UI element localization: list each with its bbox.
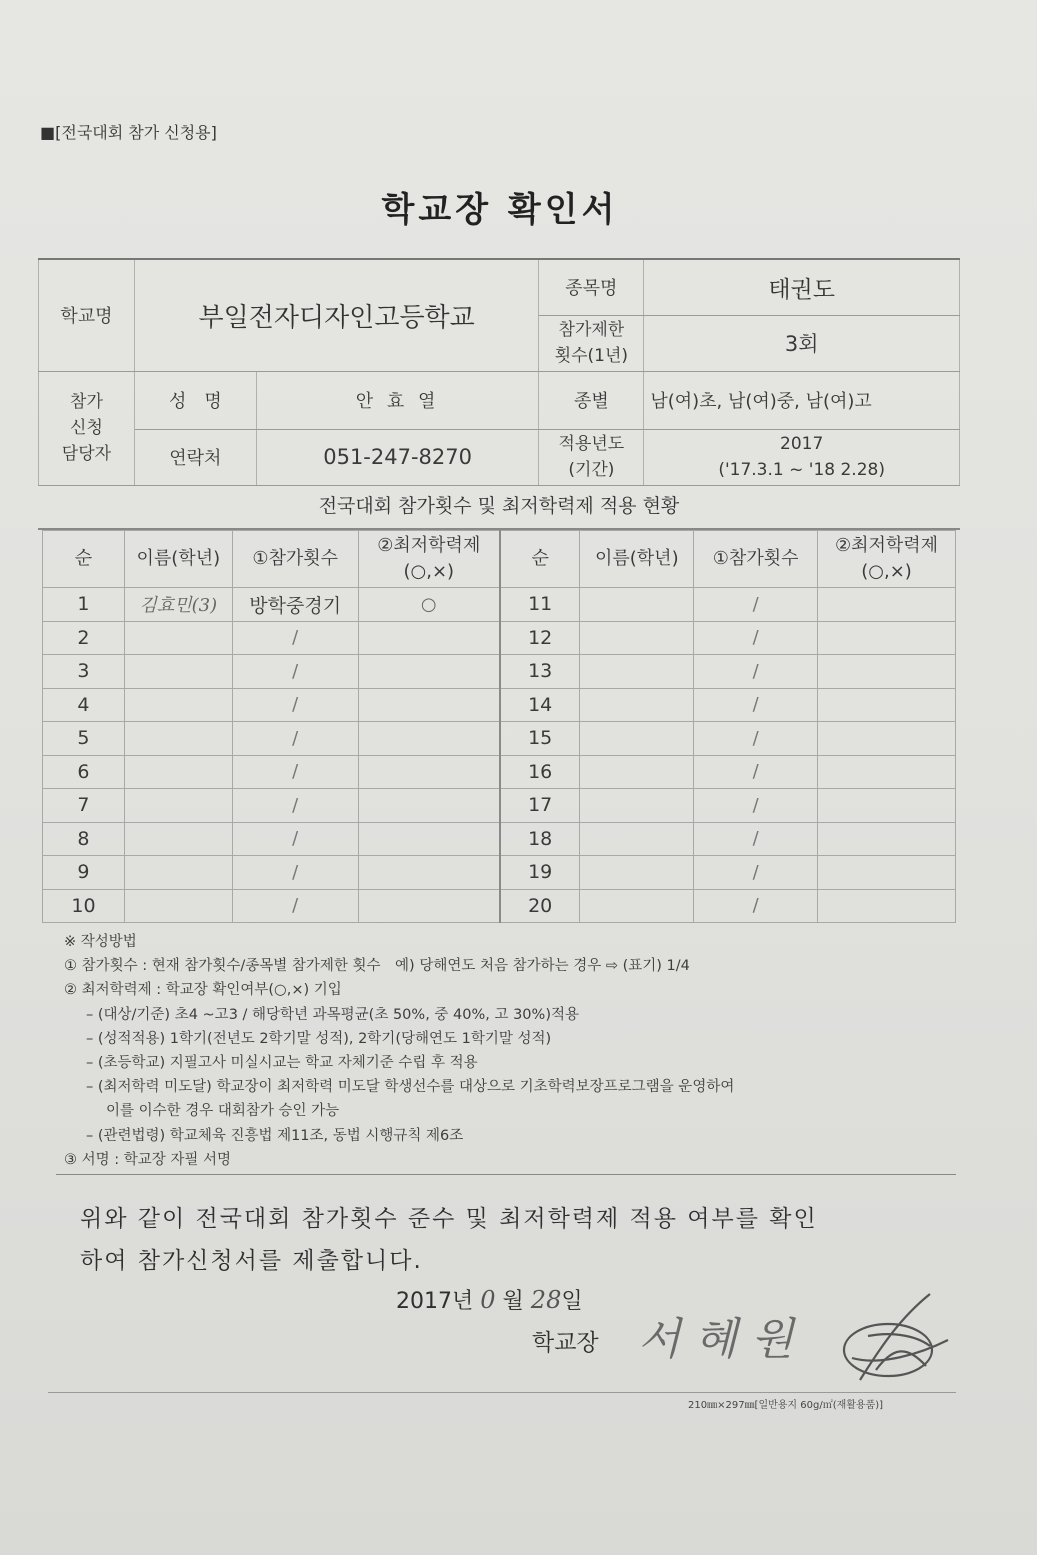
row-count: 방학중경기 — [232, 588, 358, 622]
table-row — [43, 856, 956, 890]
row-no: 9 — [43, 856, 125, 890]
date-day-handwritten: 28 — [530, 1286, 562, 1314]
gender-label: 종별 — [539, 371, 644, 429]
header-count: ①참가횟수 — [694, 531, 818, 588]
table-row — [43, 655, 956, 689]
row-count: / — [694, 688, 818, 722]
row-count: / — [694, 588, 818, 622]
header-no: 순 — [43, 531, 125, 588]
row-count: / — [694, 621, 818, 655]
note-2: ② 최저학력제 : 학교장 확인여부(○,×) 기입 — [64, 982, 342, 999]
row-count: / — [232, 655, 358, 689]
row-name — [580, 588, 694, 622]
row-no: 17 — [500, 789, 580, 823]
row-count: / — [694, 856, 818, 890]
row-no: 4 — [43, 688, 125, 722]
row-name — [124, 889, 232, 923]
divider — [56, 1174, 956, 1175]
year-value: 2017 ('17.3.1 ~ '18 2.28) — [644, 429, 960, 485]
row-no: 16 — [500, 755, 580, 789]
row-count: / — [694, 789, 818, 823]
row-name — [124, 688, 232, 722]
sport-label: 종목명 — [539, 259, 644, 315]
table-row — [43, 688, 956, 722]
header-no: 순 — [500, 531, 580, 588]
row-name — [124, 755, 232, 789]
row-no: 6 — [43, 755, 125, 789]
applicant-label: 참가 신청 담당자 — [39, 371, 135, 485]
row-count: / — [694, 655, 818, 689]
table-row — [43, 588, 956, 622]
row-no: 7 — [43, 789, 125, 823]
signature-stamp-scribble — [844, 1294, 948, 1380]
limit-label: 참가제한 횟수(1년) — [539, 315, 644, 371]
row-no: 15 — [500, 722, 580, 756]
row-name — [580, 889, 694, 923]
row-name — [124, 789, 232, 823]
year-label: 적용년도 (기간) — [539, 429, 644, 485]
school-name: 부일전자디자인고등학교 — [134, 259, 539, 371]
row-count: / — [694, 755, 818, 789]
row-name — [124, 621, 232, 655]
row-name — [580, 722, 694, 756]
row-no: 13 — [500, 655, 580, 689]
note-3: ③ 서명 : 학교장 자필 서명 — [64, 1151, 231, 1168]
row-min — [358, 621, 500, 655]
row-count: / — [232, 822, 358, 856]
row-no: 11 — [500, 588, 580, 622]
date-month-handwritten: 0 — [480, 1286, 496, 1314]
row-min — [358, 722, 500, 756]
contact-value: 051-247-8270 — [256, 429, 539, 485]
row-name — [580, 655, 694, 689]
row-name — [124, 822, 232, 856]
notes-heading: ※ 작성방법 — [64, 934, 137, 950]
gender-value: 남(여)초, 남(여)중, 남(여)고 — [644, 371, 960, 429]
row-count: / — [694, 722, 818, 756]
principal-label: 학교장 — [532, 1330, 599, 1356]
row-min — [358, 822, 500, 856]
header-min: ②최저학력제 (○,×) — [358, 531, 500, 588]
applicant-name: 안 효 열 — [256, 371, 539, 429]
submission-date: 2017년 0 월 28일 — [396, 1286, 583, 1314]
row-no: 8 — [43, 822, 125, 856]
row-min — [818, 889, 956, 923]
row-min — [818, 822, 956, 856]
row-count: / — [694, 822, 818, 856]
row-no: 3 — [43, 655, 125, 689]
participation-table — [42, 530, 956, 923]
row-count: / — [694, 889, 818, 923]
row-min — [818, 588, 956, 622]
info-table — [38, 258, 960, 486]
signature-text: 서 혜 원 — [638, 1314, 794, 1365]
row-min — [358, 655, 500, 689]
paper-spec: 210㎜×297㎜[일반용지 60g/㎡(재활용품)] — [688, 1400, 884, 1411]
name-label: 성 명 — [134, 371, 256, 429]
table-header-row — [43, 531, 956, 588]
row-no: 5 — [43, 722, 125, 756]
row-name — [580, 688, 694, 722]
row-no: 14 — [500, 688, 580, 722]
row-min — [818, 755, 956, 789]
row-count: / — [232, 722, 358, 756]
bottom-divider — [48, 1392, 956, 1393]
row-name — [124, 722, 232, 756]
row-count: / — [232, 889, 358, 923]
note-1: ① 참가횟수 : 현재 참가횟수/종목별 참가제한 횟수 예) 당해연도 처음 참가하는 경우 ⇨ (표기) 1/4 — [64, 958, 690, 975]
row-min: ○ — [358, 588, 500, 622]
row-count: / — [232, 688, 358, 722]
statement: 위와 같이 전국대회 참가횟수 준수 및 최저학력제 적용 여부를 확인 하여 참가신청서를 제출합니다. — [80, 1206, 818, 1274]
table-row — [43, 621, 956, 655]
row-min — [818, 789, 956, 823]
header-name: 이름(학년) — [580, 531, 694, 588]
row-no: 10 — [43, 889, 125, 923]
row-min — [818, 621, 956, 655]
row-min — [818, 722, 956, 756]
row-name — [580, 789, 694, 823]
note-2d-cont: 이를 이수한 경우 대회참가 승인 가능 — [106, 1103, 340, 1120]
table-row — [43, 822, 956, 856]
row-name — [580, 755, 694, 789]
row-name: 김효민(3) — [124, 588, 232, 622]
row-min — [358, 755, 500, 789]
principal-signature — [630, 1288, 970, 1388]
header-count: ①참가횟수 — [232, 531, 358, 588]
header-name: 이름(학년) — [124, 531, 232, 588]
table-row — [43, 722, 956, 756]
note-2a: – (대상/기준) 초4 ~고3 / 해당학년 과목평균(초 50%, 중 40%, 고 30%)적용 — [86, 1006, 579, 1023]
form-tag: ■[전국대회 참가 신청용] — [40, 123, 217, 142]
contact-label: 연락처 — [134, 429, 256, 485]
row-no: 19 — [500, 856, 580, 890]
row-no: 2 — [43, 621, 125, 655]
row-min — [358, 889, 500, 923]
table-row — [43, 755, 956, 789]
row-min — [358, 688, 500, 722]
row-count: / — [232, 755, 358, 789]
row-no: 18 — [500, 822, 580, 856]
school-label: 학교명 — [39, 259, 135, 371]
row-count: / — [232, 621, 358, 655]
row-min — [818, 856, 956, 890]
sport-value: 태권도 — [644, 259, 960, 315]
note-2e: – (관련법령) 학교체육 진흥법 제11조, 동법 시행규칙 제6조 — [86, 1127, 464, 1144]
note-2c: – (초등학교) 지필고사 미실시교는 학교 자체기준 수립 후 적용 — [86, 1055, 478, 1072]
table-row — [43, 889, 956, 923]
row-name — [580, 621, 694, 655]
document-title: 학교장 확인서 — [381, 190, 619, 230]
row-name — [580, 822, 694, 856]
row-name — [124, 856, 232, 890]
row-name — [124, 655, 232, 689]
row-no: 1 — [43, 588, 125, 622]
row-no: 12 — [500, 621, 580, 655]
row-no: 20 — [500, 889, 580, 923]
note-2b: – (성적적용) 1학기(전년도 2학기말 성적), 2학기(당해연도 1학기말 성적) — [86, 1030, 552, 1047]
table-row — [43, 789, 956, 823]
row-count: / — [232, 789, 358, 823]
row-count: / — [232, 856, 358, 890]
header-min: ②최저학력제 (○,×) — [818, 531, 956, 588]
row-min — [358, 856, 500, 890]
row-min — [358, 789, 500, 823]
limit-value: 3회 — [644, 315, 960, 371]
row-name — [580, 856, 694, 890]
row-min — [818, 688, 956, 722]
row-min — [818, 655, 956, 689]
section-title: 전국대회 참가횟수 및 최저학력제 적용 현황 — [38, 484, 960, 530]
instructions — [64, 930, 964, 1172]
note-2d: – (최저학력 미도달) 학교장이 최저학력 미도달 학생선수를 대상으로 기초학력보장프로그램을 운영하여 — [86, 1079, 735, 1096]
